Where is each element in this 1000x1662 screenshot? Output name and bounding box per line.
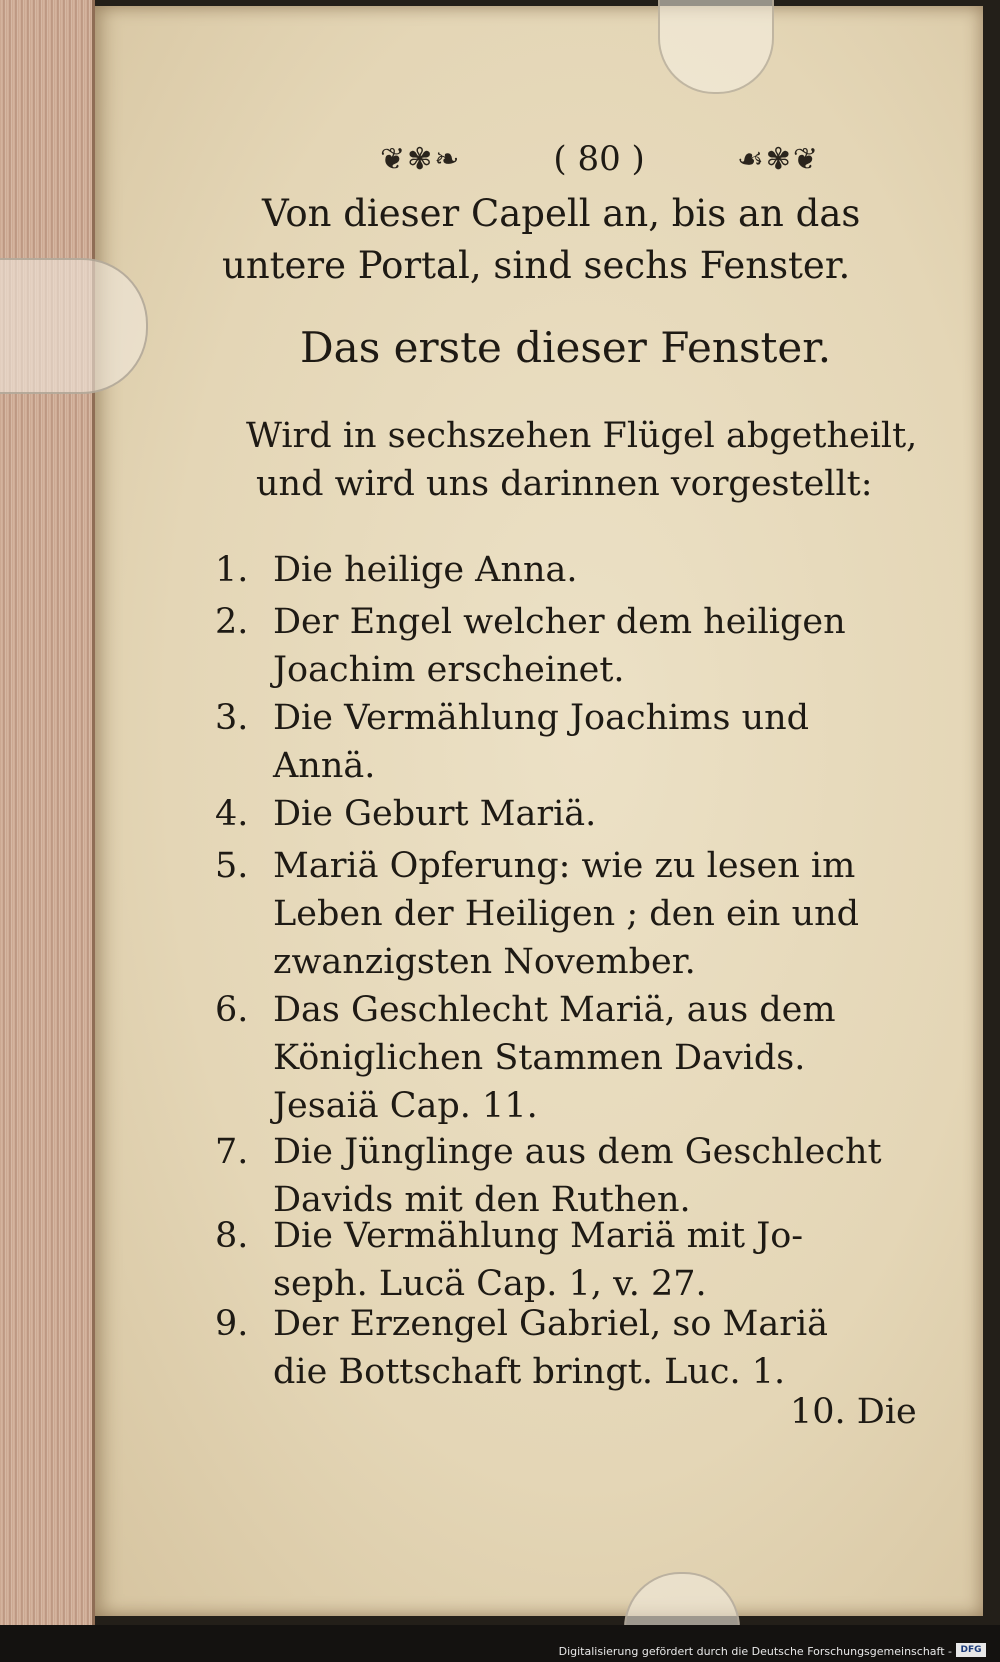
list-item-text: Annä. xyxy=(273,746,376,786)
intro-line-2: untere Portal, sind sechs Fenster. xyxy=(222,244,851,287)
list-item-number: 1. xyxy=(215,550,249,590)
description-line-2: und wird uns darinnen vorgestellt: xyxy=(256,464,873,504)
list-item-text: die Bottschaft bringt. Luc. 1. xyxy=(273,1352,786,1392)
list-item-number: 3. xyxy=(215,698,249,738)
list-item xyxy=(215,1128,935,1224)
list-item xyxy=(215,598,935,694)
list-item xyxy=(215,694,935,790)
list-item-text: Die Geburt Mariä. xyxy=(273,794,597,834)
list-item-number: 9. xyxy=(215,1304,249,1344)
list-item-text: Mariä Opferung: wie zu lesen im xyxy=(273,846,856,886)
list-item xyxy=(215,1300,935,1396)
list-item-text: Das Geschlecht Mariä, aus dem xyxy=(273,990,836,1030)
intro-line-1: Von dieser Capell an, bis an das xyxy=(262,192,861,235)
list-item-text: Die heilige Anna. xyxy=(273,550,578,590)
list-item-number: 4. xyxy=(215,794,249,834)
list-item-text: Die Jünglinge aus dem Geschlecht xyxy=(273,1132,882,1172)
list-item xyxy=(215,842,935,986)
page-edges xyxy=(0,0,95,1625)
catchword: 10. Die xyxy=(790,1392,917,1432)
list-item-text: Der Erzengel Gabriel, so Mariä xyxy=(273,1304,829,1344)
dfg-logo: DFG xyxy=(956,1643,986,1657)
list-item-number: 5. xyxy=(215,846,249,886)
list-item-text: Joachim erscheinet. xyxy=(273,650,625,690)
list-item-text: zwanzigsten November. xyxy=(273,942,696,982)
list-item xyxy=(215,1212,935,1308)
list-item-text: Die Vermählung Joachims und xyxy=(273,698,810,738)
list-item-number: 8. xyxy=(215,1216,249,1256)
list-item-text: Der Engel welcher dem heiligen xyxy=(273,602,846,642)
list-item-text: Leben der Heiligen ; den ein und xyxy=(273,894,860,934)
list-item-number: 7. xyxy=(215,1132,249,1172)
list-item-number: 6. xyxy=(215,990,249,1030)
list-item xyxy=(215,986,935,1130)
list-item xyxy=(215,790,935,838)
page-header xyxy=(380,134,820,184)
list-item-text: Die Vermählung Mariä mit Jo- xyxy=(273,1216,804,1256)
section-title: Das erste dieser Fenster. xyxy=(300,323,832,372)
list-item-text: Jesaiä Cap. 11. xyxy=(273,1086,538,1126)
footer-credit: Digitalisierung gefördert durch die Deutsche Forschungsgemeinschaft - xyxy=(558,1645,952,1658)
book-clip-left xyxy=(0,258,148,394)
description-line-1: Wird in sechszehen Flügel abgetheilt, xyxy=(246,416,918,456)
page-number: ( 80 ) xyxy=(553,139,645,179)
list-item-text: Königlichen Stammen Davids. xyxy=(273,1038,806,1078)
list-item xyxy=(215,546,935,594)
list-item-text: seph. Lucä Cap. 1, v. 27. xyxy=(273,1264,707,1304)
list-item-number: 2. xyxy=(215,602,249,642)
list-item-text: Davids mit den Ruthen. xyxy=(273,1180,691,1220)
ornament-left-icon: ❦✾❧ xyxy=(380,141,462,177)
ornament-right-icon: ☙✾❦ xyxy=(736,141,820,177)
